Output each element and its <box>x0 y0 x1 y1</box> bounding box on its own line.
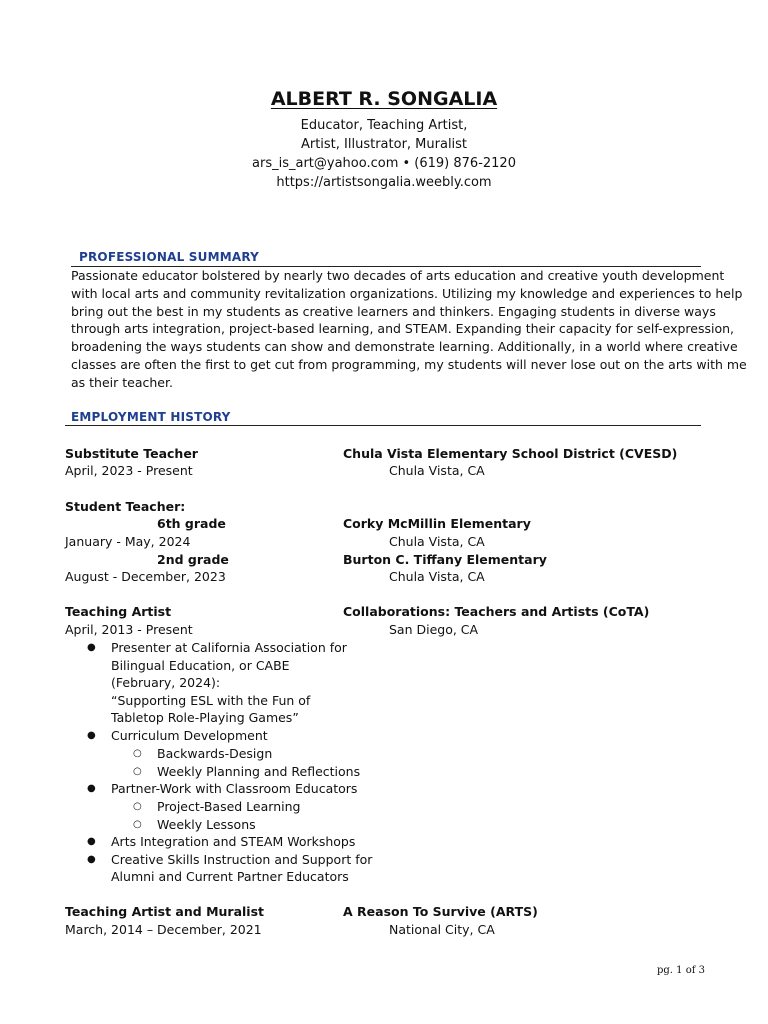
job-dates: August - December, 2023 <box>65 569 226 584</box>
sub-bullet-icon: ○ <box>133 801 142 812</box>
bullet-text: (February, 2024): <box>111 675 221 690</box>
employer-location: Chula Vista, CA <box>389 569 485 584</box>
bullet-text: Partner-Work with Classroom Educators <box>111 781 358 796</box>
employer-location: Chula Vista, CA <box>389 463 485 478</box>
resume-name: ALBERT R. SONGALIA <box>270 88 498 110</box>
bullet-text: Curriculum Development <box>111 728 268 743</box>
bullet-icon: ● <box>87 642 96 653</box>
sub-bullet-text: Weekly Planning and Reflections <box>157 764 361 779</box>
bullet-text: “Supporting ESL with the Fun of <box>111 693 311 708</box>
job-title: Teaching Artist and Muralist <box>65 904 264 919</box>
header-titles-line2: Artist, Illustrator, Muralist <box>300 137 468 152</box>
header-titles-line1: Educator, Teaching Artist, <box>300 118 468 133</box>
employer-location: Chula Vista, CA <box>389 534 485 549</box>
bullet-text: Bilingual Education, or CABE <box>111 658 290 673</box>
job-title: Substitute Teacher <box>65 446 198 461</box>
bullet-text: Presenter at California Association for <box>111 640 347 655</box>
section-divider <box>65 425 701 426</box>
grade-label: 2nd grade <box>157 552 229 567</box>
job-dates: April, 2013 - Present <box>65 622 193 637</box>
job-dates: January - May, 2024 <box>65 534 191 549</box>
grade-label: 6th grade <box>157 516 226 531</box>
employer-location: San Diego, CA <box>389 622 479 637</box>
summary-line: broadening the ways students can show and demonstrate learning. Additionally, in a world where creative <box>71 339 738 355</box>
employer-location: National City, CA <box>389 922 495 937</box>
employer-name: Collaborations: Teachers and Artists (CoTA) <box>343 604 650 619</box>
employer-name: Chula Vista Elementary School District (CVESD) <box>343 446 678 461</box>
sub-bullet-text: Weekly Lessons <box>157 817 256 832</box>
summary-line: classes are often the first to get cut from programming, my students will never lose out on the arts with me <box>71 356 747 372</box>
bullet-text: Arts Integration and STEAM Workshops <box>111 834 356 849</box>
employer-name: A Reason To Survive (ARTS) <box>343 904 538 919</box>
sub-bullet-text: Backwards-Design <box>157 746 273 761</box>
bullet-text: Tabletop Role-Playing Games” <box>111 710 299 725</box>
contact-email-phone: ars_is_art@yahoo.com • (619) 876-2120 <box>252 156 516 171</box>
employer-name: Corky McMillin Elementary <box>343 516 531 531</box>
sub-bullet-icon: ○ <box>133 748 142 759</box>
job-title: Student Teacher: <box>65 499 186 514</box>
website-link[interactable]: https://artistsongalia.weebly.com <box>276 175 492 190</box>
bullet-text: Creative Skills Instruction and Support for <box>111 852 373 867</box>
job-title: Teaching Artist <box>65 604 172 619</box>
page-number: pg. 1 of 3 <box>657 965 705 976</box>
section-heading-summary: PROFESSIONAL SUMMARY <box>79 250 260 264</box>
summary-line: bring out the best in my students as creative learners and thinkers. Engaging students in diverse ways <box>71 303 716 319</box>
bullet-icon: ● <box>87 836 96 847</box>
summary-line: with local arts and community revitalization organizations. Utilizing my knowledge and experiences to help <box>71 285 743 301</box>
summary-paragraph <box>71 267 747 392</box>
summary-line: as their teacher. <box>71 374 173 390</box>
sub-bullet-text: Project-Based Learning <box>157 799 301 814</box>
job-dates: April, 2023 - Present <box>65 463 193 478</box>
sub-bullet-icon: ○ <box>133 766 142 777</box>
job-dates: March, 2014 – December, 2021 <box>65 922 262 937</box>
sub-bullet-icon: ○ <box>133 819 142 830</box>
bullet-icon: ● <box>87 783 96 794</box>
summary-line: Passionate educator bolstered by nearly two decades of arts education and creative youth development <box>71 268 725 283</box>
bullet-text: Alumni and Current Partner Educators <box>111 869 349 884</box>
bullet-icon: ● <box>87 730 96 741</box>
summary-line: through arts integration, project-based learning, and STEAM. Expanding their capacity for self-expression, <box>71 321 735 337</box>
section-heading-employment: EMPLOYMENT HISTORY <box>71 410 231 424</box>
employer-name: Burton C. Tiffany Elementary <box>343 552 547 567</box>
bullet-icon: ● <box>87 854 96 865</box>
